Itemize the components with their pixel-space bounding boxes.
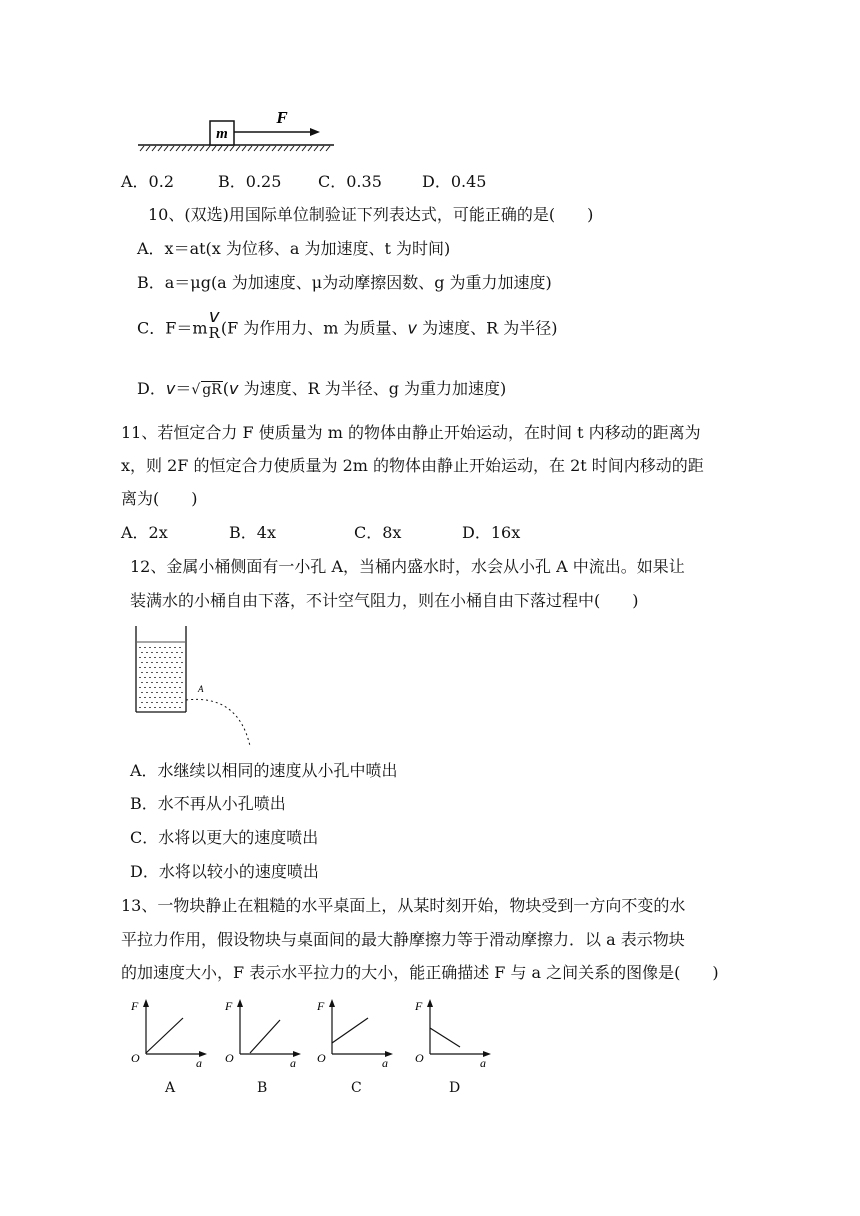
graph-d[interactable] [412,996,492,1070]
hole-label: A [198,684,204,694]
graph-caption-d[interactable]: D [449,1080,461,1096]
q12-option-a[interactable]: A．水继续以相同的速度从小孔中喷出 [130,761,398,780]
graph-a-x-label: a [196,1056,202,1070]
graph-b-y-label: F [225,999,233,1013]
q9-option-c[interactable]: C．0.35 [318,172,382,191]
q10-option-d[interactable]: D．v＝√ gR(v 为速度、R 为半径、g 为重力加速度) [137,379,507,398]
q13-line-3: 的加速度大小，F 表示水平拉力的大小，能正确描述 F 与 a 之间关系的图像是( ) [121,963,719,982]
graph-c-y-label: F [317,999,325,1013]
force-label: F [276,108,288,127]
q11-line-1: 11、若恒定合力 F 使质量为 m 的物体由静止开始运动，在时间 t 内移动的距离为 [121,423,701,442]
block-force-figure [132,105,342,155]
block-label: m [216,126,228,142]
graph-caption-c[interactable]: C [351,1080,362,1096]
graph-d-origin: O [415,1051,424,1065]
q10-option-c[interactable]: C．F＝m v R (F 为作用力、m 为质量、v 为速度、R 为半径) [137,306,558,342]
graph-a[interactable] [128,996,208,1070]
q11-option-a[interactable]: A．2x [121,523,168,542]
fraction-v-over-r: v R [208,306,220,342]
q12-option-c[interactable]: C．水将以更大的速度喷出 [130,828,319,847]
graph-c-origin: O [317,1051,326,1065]
q10-option-a[interactable]: A．x＝at(x 为位移、a 为加速度、t 为时间) [137,239,451,258]
q11-line-2: x，则 2F 的恒定合力使质量为 2m 的物体由静止开始运动，在 2t 时间内移动的距 [121,456,704,475]
q11-option-d[interactable]: D．16x [462,523,521,542]
q11-option-c[interactable]: C．8x [354,523,402,542]
graph-caption-a[interactable]: A [165,1080,176,1096]
q9-option-b[interactable]: B．0.25 [218,172,282,191]
q11-option-b[interactable]: B．4x [229,523,276,542]
graph-b-origin: O [225,1051,234,1065]
q13-line-1: 13、一物块静止在粗糙的水平桌面上，从某时刻开始，物块受到一方向不变的水 [121,896,686,915]
graph-b[interactable] [222,996,302,1070]
q10-option-b[interactable]: B．a＝μg(a 为加速度、μ为动摩擦因数、g 为重力加速度) [137,273,552,292]
graph-a-origin: O [131,1051,140,1065]
q13-line-2: 平拉力作用，假设物块与桌面间的最大静摩擦力等于滑动摩擦力．以 a 表示物块 [121,930,685,949]
q12-option-d[interactable]: D．水将以较小的速度喷出 [130,862,319,881]
q9-option-a[interactable]: A．0.2 [121,172,175,191]
q10-stem: 10、(双选)用国际单位制验证下列表达式，可能正确的是( ) [148,205,594,224]
q11-line-3: 离为( ) [121,489,198,508]
water-jet [186,699,250,746]
graph-caption-b[interactable]: B [257,1080,268,1096]
sqrt-icon: √ [191,382,201,398]
graph-d-y-label: F [415,999,423,1013]
graph-b-x-label: a [290,1056,296,1070]
graph-c-x-label: a [382,1056,388,1070]
q12-option-b[interactable]: B．水不再从小孔喷出 [130,794,286,813]
q12-line-2: 装满水的小桶自由下落，不计空气阻力，则在小桶自由下落过程中( ) [130,591,639,610]
graph-c[interactable] [314,996,394,1070]
graph-d-x-label: a [480,1056,486,1070]
graph-a-y-label: F [131,999,139,1013]
bucket-figure [128,622,270,748]
q12-line-1: 12、金属小桶侧面有一小孔 A，当桶内盛水时，水会从小孔 A 中流出。如果让 [130,557,685,576]
q9-option-d[interactable]: D．0.45 [422,172,487,191]
